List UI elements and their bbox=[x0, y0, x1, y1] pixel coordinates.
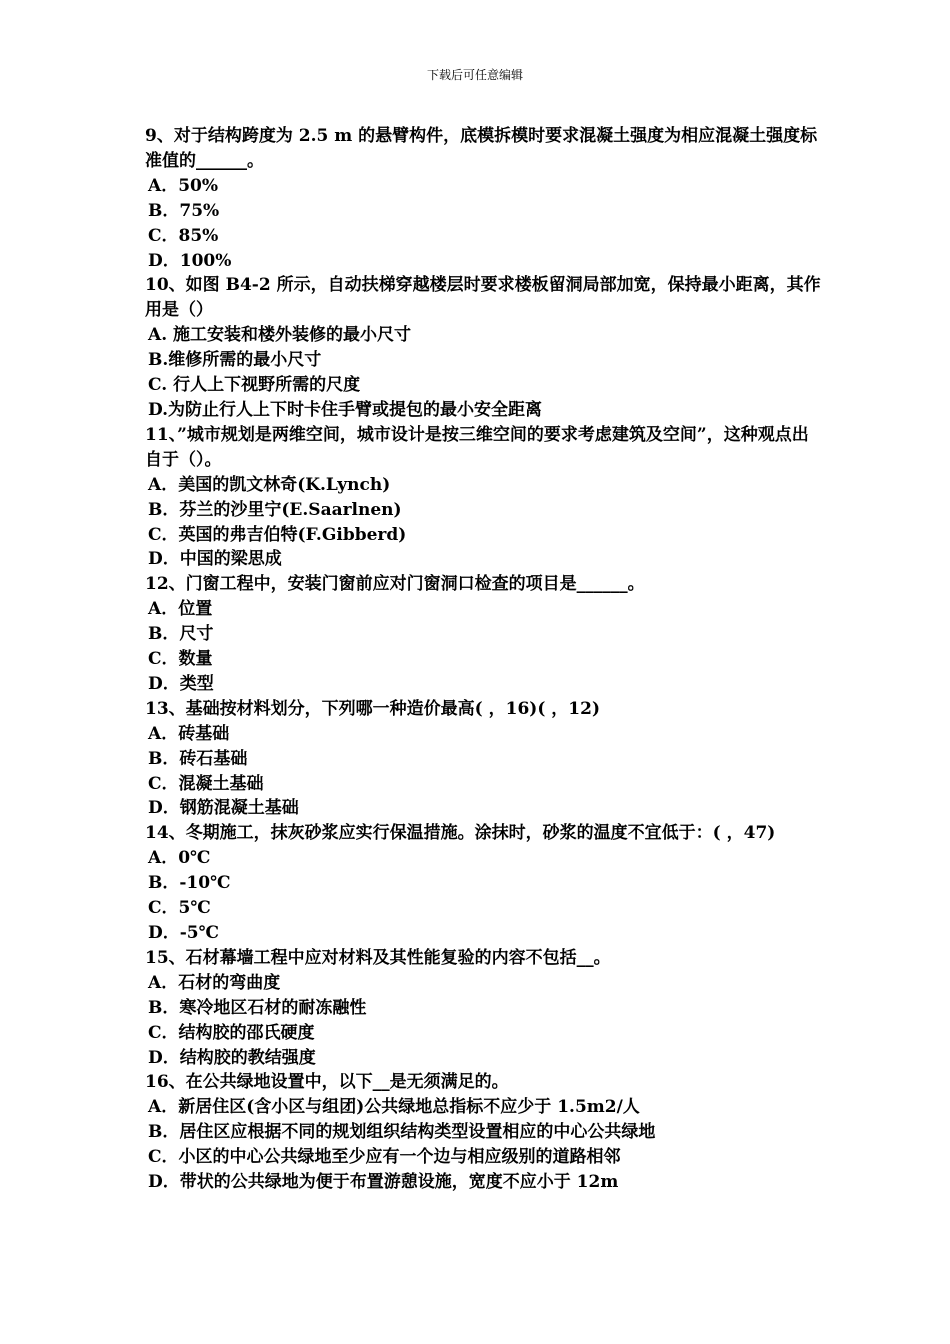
page-header: 下载后可任意编辑 bbox=[426, 68, 523, 82]
option-d: D．-5℃ bbox=[148, 923, 219, 943]
option-c: C．5℃ bbox=[148, 898, 211, 919]
question-stem: 16、在公共绿地设置中，以下__是无须满足的。 bbox=[145, 1072, 509, 1093]
option-b: B．居住区应根据不同的规划组织结构类型设置相应的中心公共绿地 bbox=[148, 1122, 656, 1143]
option-a: A．石材的弯曲度 bbox=[148, 972, 281, 993]
question-9 bbox=[145, 124, 825, 273]
question-16 bbox=[145, 1070, 825, 1195]
option-c: C. 行人上下视野所需的尺度 bbox=[148, 375, 361, 396]
option-a: A．位置 bbox=[148, 599, 213, 620]
question-stem: 14、冬期施工，抹灰砂浆应实行保温措施。涂抹时，砂浆的温度不宜低于：( ，47) bbox=[145, 823, 776, 844]
option-d: D．带状的公共绿地为便于布置游憩设施，宽度不应小于 12m bbox=[148, 1172, 619, 1193]
option-b: B．75% bbox=[148, 200, 220, 221]
option-d: D．100% bbox=[148, 250, 232, 271]
option-a: A. 施工安装和楼外装修的最小尺寸 bbox=[148, 325, 412, 346]
option-b: B．寒冷地区石材的耐冻融性 bbox=[148, 997, 367, 1018]
question-12 bbox=[145, 572, 825, 697]
question-15 bbox=[145, 946, 825, 1071]
option-c: C．混凝土基础 bbox=[148, 773, 264, 794]
question-10 bbox=[145, 273, 825, 422]
option-a: A．0℃ bbox=[148, 848, 211, 869]
option-d: D．结构胶的教结强度 bbox=[148, 1047, 316, 1068]
question-stem: 10、如图 B4-2 所示，自动扶梯穿越楼层时要求楼板留洞局部加宽，保持最小距离，其作用是（） bbox=[145, 275, 821, 321]
option-d: D．钢筋混凝土基础 bbox=[148, 798, 299, 819]
question-13 bbox=[145, 697, 825, 822]
option-a: A．美国的凯文林奇(K.Lynch) bbox=[148, 474, 391, 495]
question-stem: 11、”城市规划是两维空间，城市设计是按三维空间的要求考虑建筑及空间”，这种观点出自于（）。 bbox=[145, 424, 809, 470]
question-stem: 9、对于结构跨度为 2.5 m 的悬臂构件，底模拆模时要求混凝土强度为相应混凝土强度标准值的______。 bbox=[145, 126, 818, 171]
option-d: D．类型 bbox=[148, 673, 214, 694]
option-b: B.维修所需的最小尺寸 bbox=[148, 350, 322, 371]
option-c: C．小区的中心公共绿地至少应有一个边与相应级别的道路相邻 bbox=[148, 1147, 621, 1168]
option-b: B．芬兰的沙里宁(E.Saarlnen) bbox=[148, 499, 402, 520]
question-11 bbox=[145, 423, 825, 572]
option-c: C．数量 bbox=[148, 649, 213, 670]
option-d: D.为防止行人上下时卡住手臂或提包的最小安全距离 bbox=[148, 399, 543, 420]
option-b: B．砖石基础 bbox=[148, 748, 248, 769]
option-c: C．英国的弗吉伯特(F.Gibberd) bbox=[148, 524, 407, 545]
option-a: A．新居住区(含小区与组团)公共绿地总指标不应少于 1.5m2/人 bbox=[148, 1097, 640, 1118]
question-stem: 13、基础按材料划分，下列哪一种造价最高( ，16)( ，12) bbox=[145, 698, 600, 719]
option-a: A．砖基础 bbox=[148, 723, 230, 744]
question-list bbox=[145, 124, 825, 1195]
question-14 bbox=[145, 821, 825, 946]
question-stem: 15、石材幕墙工程中应对材料及其性能复验的内容不包括__。 bbox=[145, 947, 611, 968]
option-b: B．-10℃ bbox=[148, 873, 231, 894]
question-stem: 12、门窗工程中，安装门窗前应对门窗洞口检查的项目是______。 bbox=[145, 574, 645, 595]
option-b: B．尺寸 bbox=[148, 624, 214, 645]
option-d: D．中国的梁思成 bbox=[148, 549, 282, 570]
option-a: A．50% bbox=[148, 175, 219, 196]
option-c: C．结构胶的邵氏硬度 bbox=[148, 1022, 315, 1043]
option-c: C．85% bbox=[148, 225, 219, 246]
